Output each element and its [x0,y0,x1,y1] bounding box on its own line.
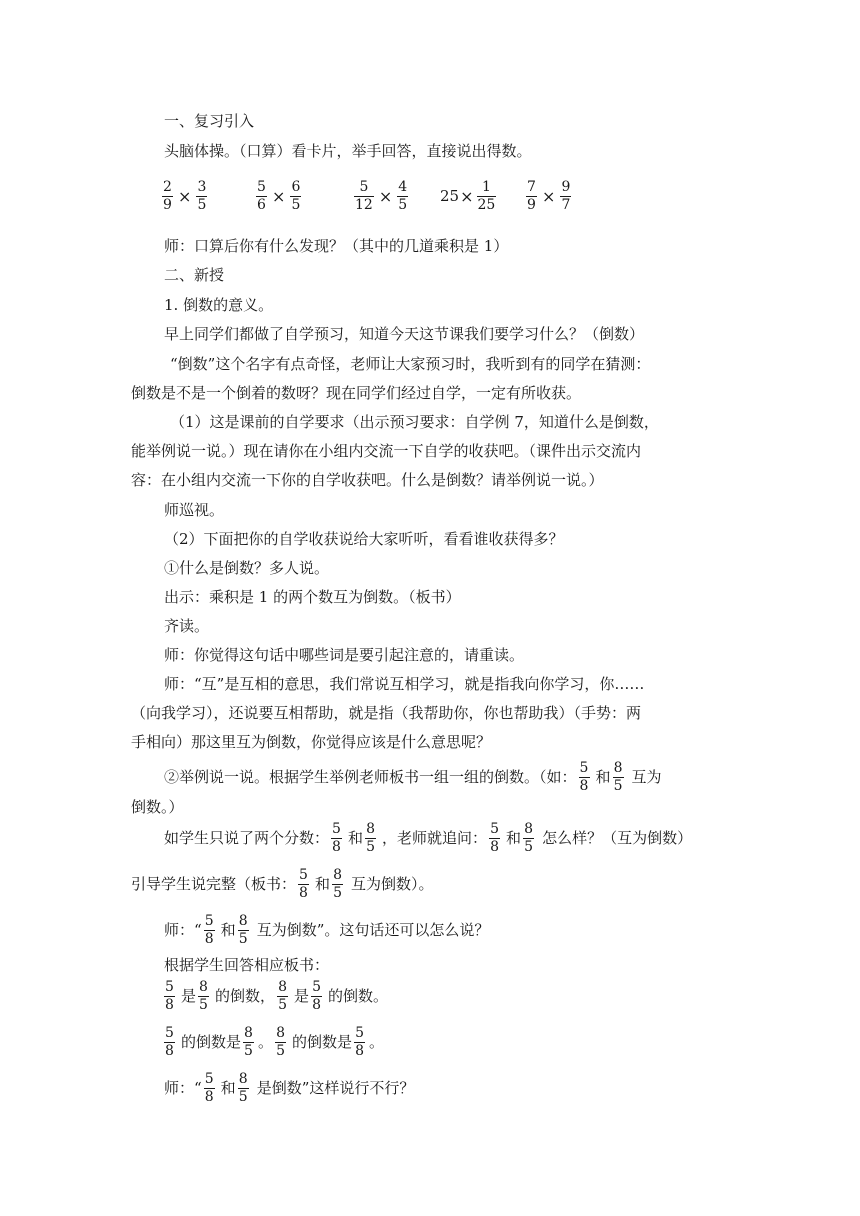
paragraph: （2）下面把你的自学收获说给大家听听，看看谁收获得多？ [164,530,564,548]
board-line-2: $\frac{5}{8}$ 的倒数是 $\frac{8}{5}$ 。 $\frac{8}{5}$ 的倒数是 $\frac{5}{8}$ 。 [165,1024,385,1059]
paragraph: 师：口算后你有什么发现？（其中的几道乘积是 1） [164,237,509,255]
paragraph-example: ②举例说一说。根据学生举例老师板书一组一组的倒数。（如： $\frac{5}{8}$ 和 $\frac{8}{5}$ 互为 [164,759,662,794]
fraction: $\frac{5}{8}$ [312,978,321,1013]
fraction: $\frac{5}{6}$ [257,178,266,213]
expression-1 [160,172,209,220]
fraction: $\frac{8}{5}$ [238,1070,248,1105]
paragraph: 师：“互”是互相的意思，我们常说互相学习，就是指我向你学习，你…… [164,675,645,693]
expression-3 [352,172,410,220]
fraction: $\frac{5}{8}$ [579,759,589,794]
paragraph: 早上同学们都做了自学预习，知道今天这节课我们要学习什么？（倒数） [164,325,645,343]
fraction: $\frac{5}{12}$ [355,178,373,213]
expression-5 [524,172,573,220]
fraction: $\frac{4}{5}$ [398,178,408,213]
times-sign: × [272,186,286,206]
paragraph: 倒数是不是一个倒着的数呀？现在同学们经过自学，一定有所收获。 [131,384,582,402]
fraction: $\frac{1}{25}$ [477,178,496,213]
fraction: $\frac{2}{9}$ [163,178,172,213]
fraction: $\frac{8}{5}$ [244,1024,253,1059]
paragraph: 出示：乘积是 1 的两个数互为倒数。（板书） [164,588,461,606]
paragraph: ①什么是倒数？多人说。 [164,559,330,577]
times-sign: × [378,186,393,206]
expression-4 [440,172,498,220]
paragraph: 师：你觉得这句话中哪些词是要引起注意的，请重读。 [164,646,525,664]
fraction: $\frac{5}{8}$ [332,820,341,855]
paragraph: （向我学习），还说要互相帮助，就是指（我帮助你，你也帮助我）（手势：两 [131,704,642,722]
fraction: $\frac{8}{5}$ [366,820,375,855]
fraction: $\frac{5}{8}$ [299,866,308,901]
fraction: $\frac{8}{5}$ [333,866,342,901]
fraction: $\frac{5}{8}$ [490,820,499,855]
paragraph: （1）这是课前的自学要求（出示预习要求：自学例 7，知道什么是倒数， [170,413,659,431]
paragraph: 根据学生回答相应板书： [164,956,330,974]
paragraph: “倒数”这个名字有点奇怪，老师让大家预习时，我听到有的同学在猜测： [170,355,651,373]
fraction: $\frac{5}{8}$ [204,1070,214,1105]
fraction: $\frac{8}{5}$ [524,820,534,855]
whole-number: 25 [440,187,460,205]
fraction: $\frac{9}{7}$ [561,178,571,213]
paragraph: 齐读。 [164,617,210,635]
fraction: $\frac{5}{8}$ [204,912,214,947]
paragraph-followup: 如学生只说了两个分数： $\frac{5}{8}$ 和 $\frac{8}{5}$ ，老师就追问： $\frac{5}{8}$ 和 $\frac{8}{5}$ 怎么样？（互为倒数） [164,820,693,855]
paragraph: 能举例说一说。）现在请你在小组内交流一下自学的收获吧。（课件出示交流内 [131,442,642,460]
subheading: 1. 倒数的意义。 [164,296,274,314]
fraction: $\frac{7}{9}$ [527,178,536,213]
fraction: $\frac{3}{5}$ [197,178,207,213]
paragraph: 容：在小组内交流一下你的自学收获吧。什么是倒数？请举例说一说。） [131,471,604,489]
times-sign: × [542,186,556,206]
fraction: $\frac{8}{5}$ [613,759,623,794]
fraction: $\frac{5}{8}$ [165,978,174,1013]
fraction: $\frac{8}{5}$ [276,1024,285,1059]
fraction: $\frac{8}{5}$ [199,978,208,1013]
paragraph: 师巡视。 [164,501,225,519]
fraction: $\frac{5}{8}$ [355,1024,364,1059]
section-heading-review: 一、复习引入 [164,112,255,130]
fraction: $\frac{6}{5}$ [291,178,301,213]
paragraph-guide: 引导学生说完整（板书： $\frac{5}{8}$ 和 $\frac{8}{5}$ 互为倒数）。 [131,866,434,901]
times-sign: × [460,186,474,206]
paragraph: 倒数。） [131,798,184,816]
section-heading-new: 二、新授 [164,266,225,284]
paragraph: 头脑体操。（口算）看卡片，举手回答，直接说出得数。 [164,142,532,160]
paragraph: 手相向）那这里互为倒数，你觉得应该是什么意思呢？ [131,733,492,751]
paragraph-teacher: 师：“ $\frac{5}{8}$ 和 $\frac{8}{5}$ 互为倒数”。这句话还可以怎么说？ [164,912,490,947]
times-sign: × [178,186,192,206]
expression-2 [254,172,303,220]
fraction: $\frac{8}{5}$ [238,912,248,947]
board-line-1: $\frac{5}{8}$ 是 $\frac{8}{5}$ 的倒数， $\frac{8}{5}$ 是 $\frac{5}{8}$ 的倒数。 [165,978,389,1013]
paragraph-question: 师：“ $\frac{5}{8}$ 和 $\frac{8}{5}$ 是倒数”这样说行不行？ [164,1070,415,1105]
fraction: $\frac{5}{8}$ [165,1024,174,1059]
fraction: $\frac{8}{5}$ [278,978,287,1013]
